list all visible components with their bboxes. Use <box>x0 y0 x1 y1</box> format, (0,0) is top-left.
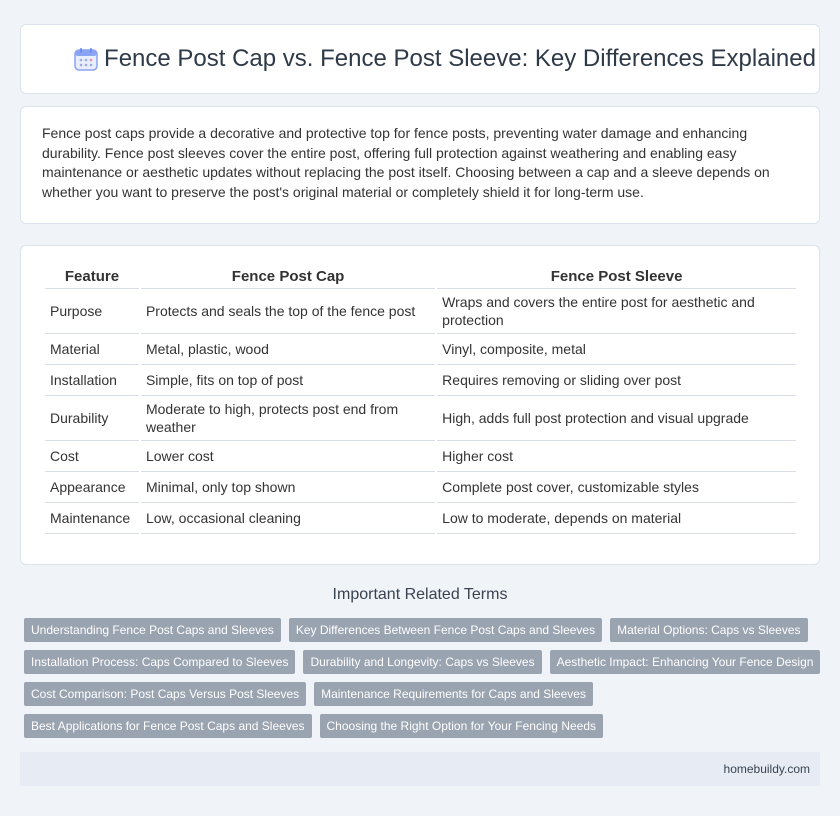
related-tag[interactable]: Choosing the Right Option for Your Fencing Needs <box>320 714 604 738</box>
cell-cap: Protects and seals the top of the fence post <box>141 289 435 334</box>
related-terms-title: Important Related Terms <box>332 586 508 603</box>
tag-row <box>24 714 603 738</box>
tag-row <box>24 650 820 674</box>
header-fence-post-cap: Fence Post Cap <box>141 264 435 289</box>
page-title: Fence Post Cap vs. Fence Post Sleeve: Key Differences Explained <box>104 45 816 72</box>
tag-row <box>24 618 808 642</box>
table-row <box>45 441 796 472</box>
cell-sleeve: Complete post cover, customizable styles <box>437 472 796 503</box>
header-card <box>20 24 820 94</box>
cell-cap: Minimal, only top shown <box>141 472 435 503</box>
table-header-row <box>45 264 796 289</box>
cell-cap: Simple, fits on top of post <box>141 365 435 396</box>
footer <box>20 752 820 786</box>
cell-cap: Metal, plastic, wood <box>141 334 435 365</box>
cell-feature: Installation <box>45 365 139 396</box>
calendar-icon <box>73 46 99 72</box>
related-tag[interactable]: Best Applications for Fence Post Caps and Sleeves <box>24 714 312 738</box>
header-fence-post-sleeve: Fence Post Sleeve <box>437 264 796 289</box>
footer-site-link[interactable]: homebuildy.com <box>723 762 810 776</box>
related-tag[interactable]: Key Differences Between Fence Post Caps and Sleeves <box>289 618 602 642</box>
cell-sleeve: High, adds full post protection and visual upgrade <box>437 396 796 441</box>
comparison-table-card <box>20 245 820 565</box>
related-tag[interactable]: Durability and Longevity: Caps vs Sleeves <box>303 650 541 674</box>
intro-card <box>20 106 820 224</box>
header-feature: Feature <box>45 264 139 289</box>
tag-row <box>24 682 593 706</box>
related-tag[interactable]: Maintenance Requirements for Caps and Sleeves <box>314 682 593 706</box>
cell-feature: Durability <box>45 396 139 441</box>
related-tag[interactable]: Material Options: Caps vs Sleeves <box>610 618 807 642</box>
cell-sleeve: Wraps and covers the entire post for aesthetic and protection <box>437 289 796 334</box>
cell-feature: Appearance <box>45 472 139 503</box>
table-row <box>45 472 796 503</box>
related-tag[interactable]: Understanding Fence Post Caps and Sleeves <box>24 618 281 642</box>
cell-feature: Purpose <box>45 289 139 334</box>
intro-paragraph: Fence post caps provide a decorative and protective top for fence posts, preventing water damage and enhancing durability. Fence post sleeves cover the entire post, offering full protection against weathering and enabling easy maintenance or aesthetic updates without replacing the post itself. Choosing between a cap and a sleeve depends on whether you want to preserve the post's original material or completely shield it for long-term use. <box>42 125 770 200</box>
cell-feature: Material <box>45 334 139 365</box>
table-row <box>45 503 796 534</box>
cell-cap: Moderate to high, protects post end from weather <box>141 396 435 441</box>
comparison-table <box>43 264 798 534</box>
cell-cap: Low, occasional cleaning <box>141 503 435 534</box>
table-row <box>45 365 796 396</box>
related-tag[interactable]: Installation Process: Caps Compared to Sleeves <box>24 650 295 674</box>
cell-sleeve: Higher cost <box>437 441 796 472</box>
cell-sleeve: Vinyl, composite, metal <box>437 334 796 365</box>
cell-sleeve: Requires removing or sliding over post <box>437 365 796 396</box>
table-row <box>45 334 796 365</box>
related-tag[interactable]: Aesthetic Impact: Enhancing Your Fence Design <box>550 650 821 674</box>
table-row <box>45 289 796 334</box>
cell-feature: Cost <box>45 441 139 472</box>
cell-feature: Maintenance <box>45 503 139 534</box>
cell-cap: Lower cost <box>141 441 435 472</box>
cell-sleeve: Low to moderate, depends on material <box>437 503 796 534</box>
table-row <box>45 396 796 441</box>
related-tag[interactable]: Cost Comparison: Post Caps Versus Post Sleeves <box>24 682 306 706</box>
